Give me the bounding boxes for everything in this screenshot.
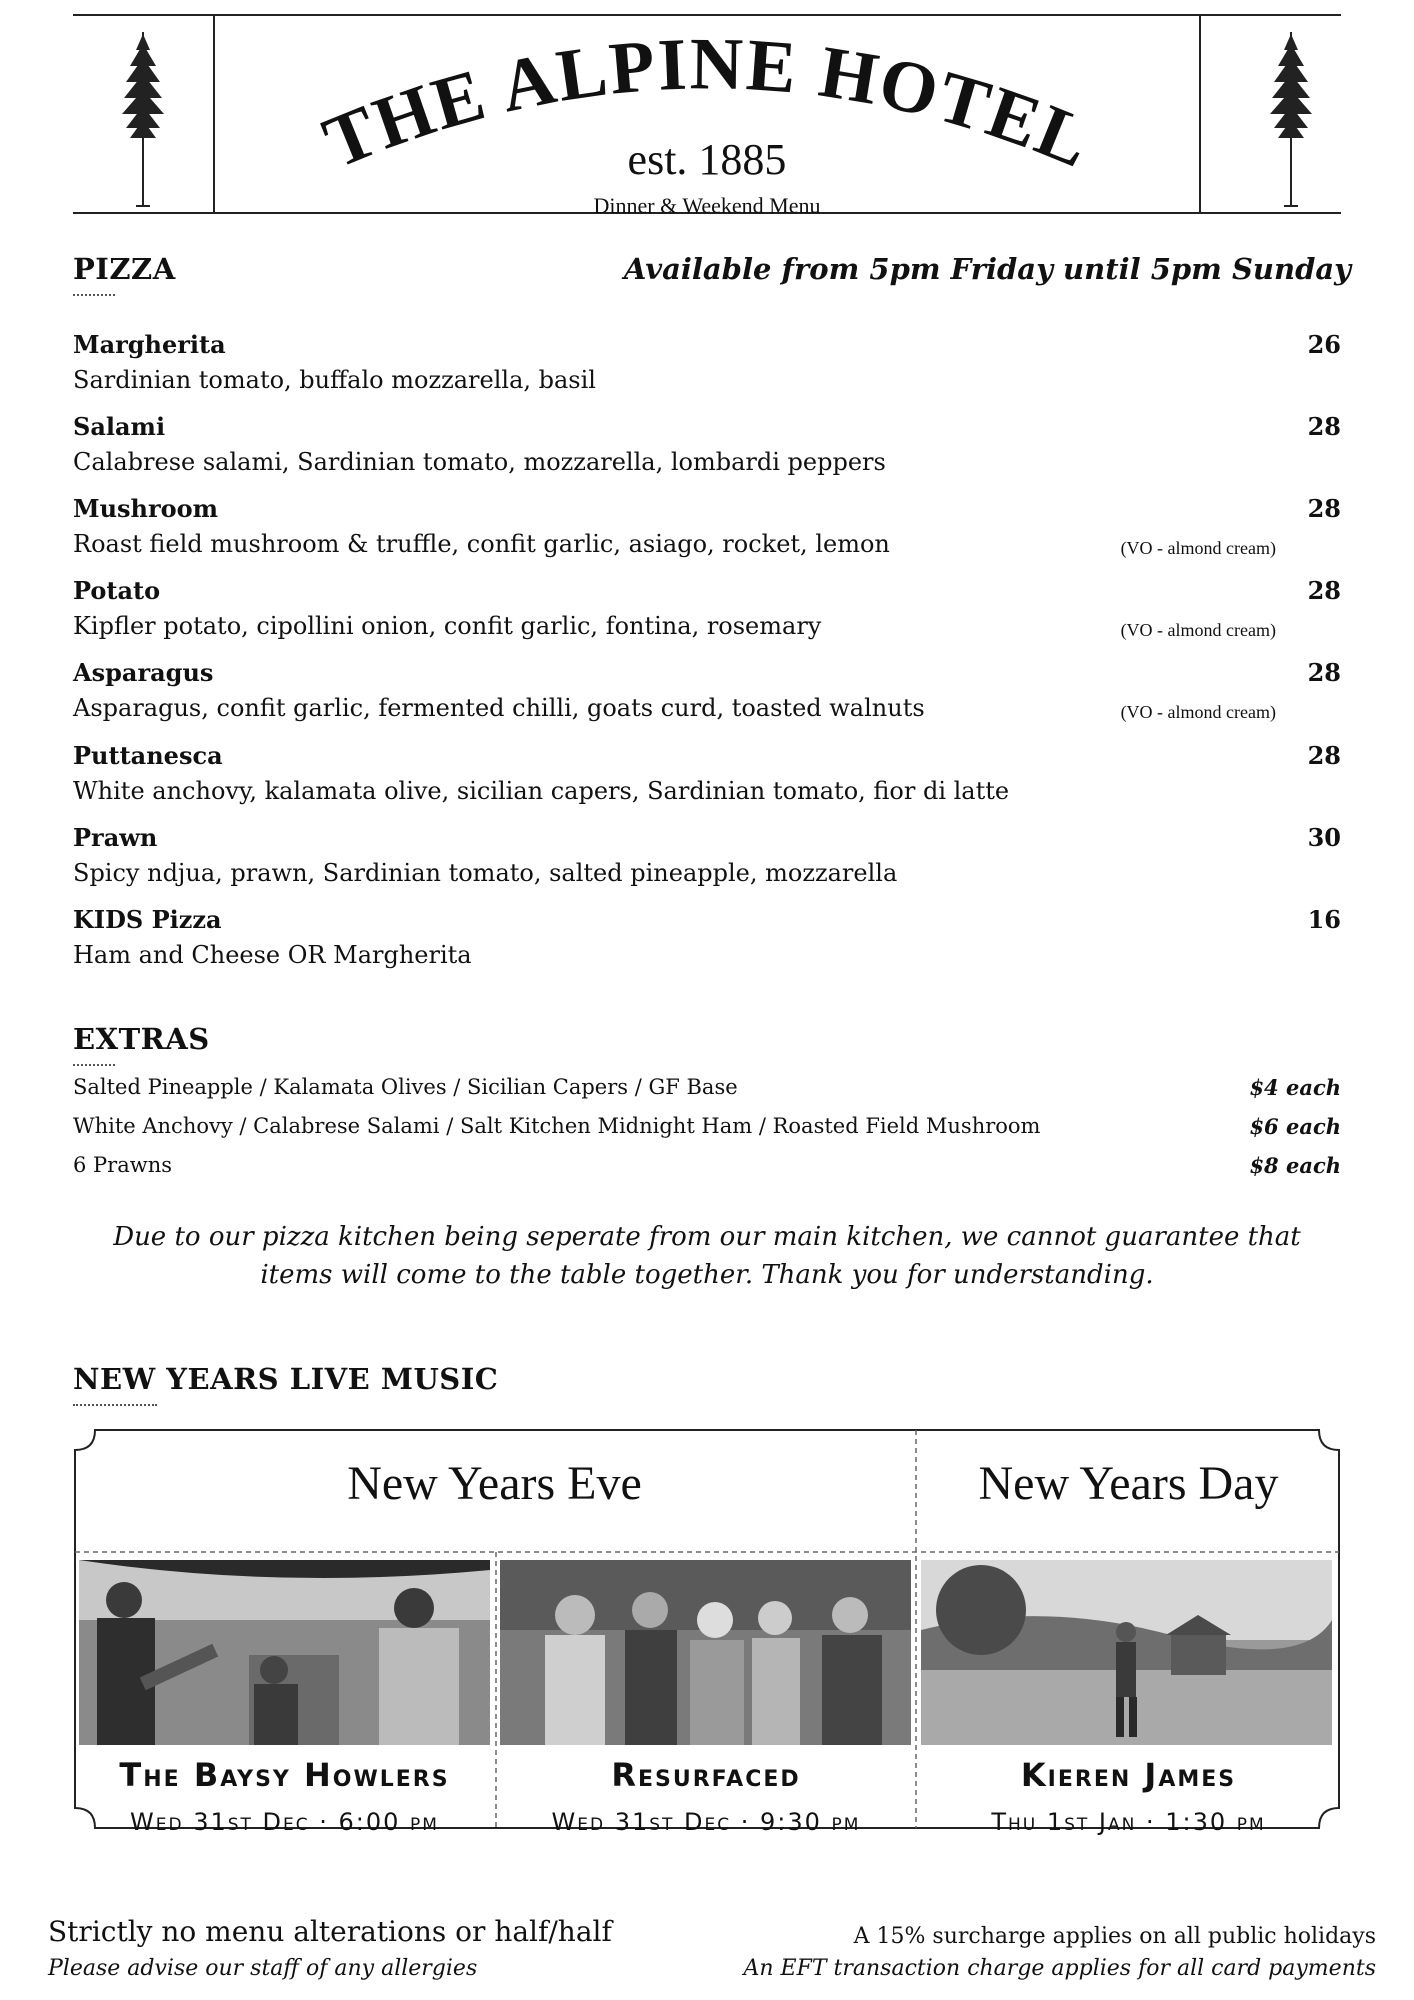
performance-time: Thu 1st Jan · 1:30 pm	[991, 1808, 1266, 1836]
extras-items: Salted Pineapple / Kalamata Olives / Sicilian Capers / GF Base	[73, 1075, 738, 1099]
menu-subtitle: Dinner & Weekend Menu	[593, 193, 821, 218]
vegan-option-note: (VO - almond cream)	[1120, 620, 1276, 640]
pizza-name: Asparagus	[73, 658, 214, 687]
pizza-price: 26	[1307, 330, 1341, 359]
artist-photo-kieren-james	[921, 1560, 1332, 1745]
pizza-item	[73, 823, 1341, 905]
extras-row	[73, 1153, 1341, 1185]
pizza-name: KIDS Pizza	[73, 905, 222, 934]
pizza-price: 30	[1307, 823, 1341, 852]
extras-items: White Anchovy / Calabrese Salami / Salt Kitchen Midnight Ham / Roasted Field Mushroom	[73, 1114, 1041, 1138]
pizza-price: 16	[1307, 905, 1341, 934]
live-music-box	[73, 1428, 1341, 1836]
pizza-item	[73, 741, 1341, 823]
pizza-item	[73, 905, 1341, 987]
pizza-price: 28	[1307, 576, 1341, 605]
menu-header	[73, 14, 1341, 218]
pizza-name: Prawn	[73, 823, 158, 852]
pizza-description: Asparagus, confit garlic, fermented chilli, goats curd, toasted walnuts	[73, 694, 925, 722]
band-photo-baysy-howlers	[79, 1560, 490, 1745]
pizza-heading: PIZZA	[73, 252, 176, 286]
new-years-day-heading: New Years Day	[978, 1457, 1279, 1510]
band-name: Resurfaced	[611, 1756, 801, 1794]
allergy-note: Please advise our staff of any allergies	[48, 1956, 478, 1981]
performance-time: Wed 31st Dec · 6:00 pm	[130, 1808, 439, 1836]
pizza-description: Kipfler potato, cipollini onion, confit garlic, fontina, rosemary	[73, 612, 822, 640]
pizza-name: Margherita	[73, 330, 226, 359]
pizza-price: 28	[1307, 741, 1341, 770]
availability-note: Available from 5pm Friday until 5pm Sunday	[623, 252, 1351, 286]
pizza-name: Potato	[73, 576, 161, 605]
extras-heading: EXTRAS	[73, 1022, 210, 1056]
new-years-eve-heading: New Years Eve	[347, 1457, 642, 1510]
band-name: The Baysy Howlers	[119, 1756, 450, 1794]
pizza-name: Salami	[73, 412, 166, 441]
svg-text:THE ALPINE HOTEL: THE ALPINE HOTEL	[312, 23, 1104, 185]
live-music-heading: NEW YEARS LIVE MUSIC	[73, 1362, 499, 1396]
holiday-surcharge-note: A 15% surcharge applies on all public holidays	[853, 1924, 1376, 1949]
kitchen-notice	[73, 1218, 1341, 1294]
pizza-description: Ham and Cheese OR Margherita	[73, 941, 472, 969]
performance-time: Wed 31st Dec · 9:30 pm	[551, 1808, 861, 1836]
pizza-item	[73, 576, 1341, 658]
extras-price: $8 each	[1249, 1153, 1341, 1178]
pizza-description: Spicy ndjua, prawn, Sardinian tomato, salted pineapple, mozzarella	[73, 859, 898, 887]
pizza-item	[73, 658, 1341, 740]
pizza-description: Sardinian tomato, buffalo mozzarella, basil	[73, 366, 596, 394]
pizza-price: 28	[1307, 412, 1341, 441]
kitchen-notice-line: items will come to the table together. Thank you for understanding.	[260, 1260, 1154, 1290]
pizza-price: 28	[1307, 658, 1341, 687]
pizza-item	[73, 412, 1341, 494]
band-name: Kieren James	[1020, 1756, 1237, 1794]
extras-row	[73, 1114, 1341, 1146]
vegan-option-note: (VO - almond cream)	[1120, 702, 1276, 722]
pizza-price: 28	[1307, 494, 1341, 523]
no-alterations-note: Strictly no menu alterations or half/half	[48, 1915, 612, 1948]
pizza-item	[73, 330, 1341, 412]
pizza-description: Calabrese salami, Sardinian tomato, mozzarella, lombardi peppers	[73, 448, 886, 476]
extras-price: $6 each	[1249, 1114, 1341, 1139]
pizza-description: White anchovy, kalamata olive, sicilian capers, Sardinian tomato, fior di latte	[73, 777, 1010, 805]
band-photo-resurfaced	[500, 1560, 911, 1745]
extras-row	[73, 1075, 1341, 1107]
eft-charge-note: An EFT transaction charge applies for all card payments	[743, 1956, 1376, 1981]
kitchen-notice-line: Due to our pizza kitchen being seperate from our main kitchen, we cannot guarantee that	[113, 1222, 1301, 1252]
pizza-description: Roast field mushroom & truffle, confit garlic, asiago, rocket, lemon	[73, 530, 890, 558]
hotel-title	[263, 16, 1153, 216]
extras-price: $4 each	[1249, 1075, 1341, 1100]
pizza-name: Puttanesca	[73, 741, 223, 770]
extras-items: 6 Prawns	[73, 1153, 173, 1177]
pizza-name: Mushroom	[73, 494, 219, 523]
pizza-item	[73, 494, 1341, 576]
established-year: est. 1885	[627, 135, 787, 184]
vegan-option-note: (VO - almond cream)	[1120, 538, 1276, 558]
